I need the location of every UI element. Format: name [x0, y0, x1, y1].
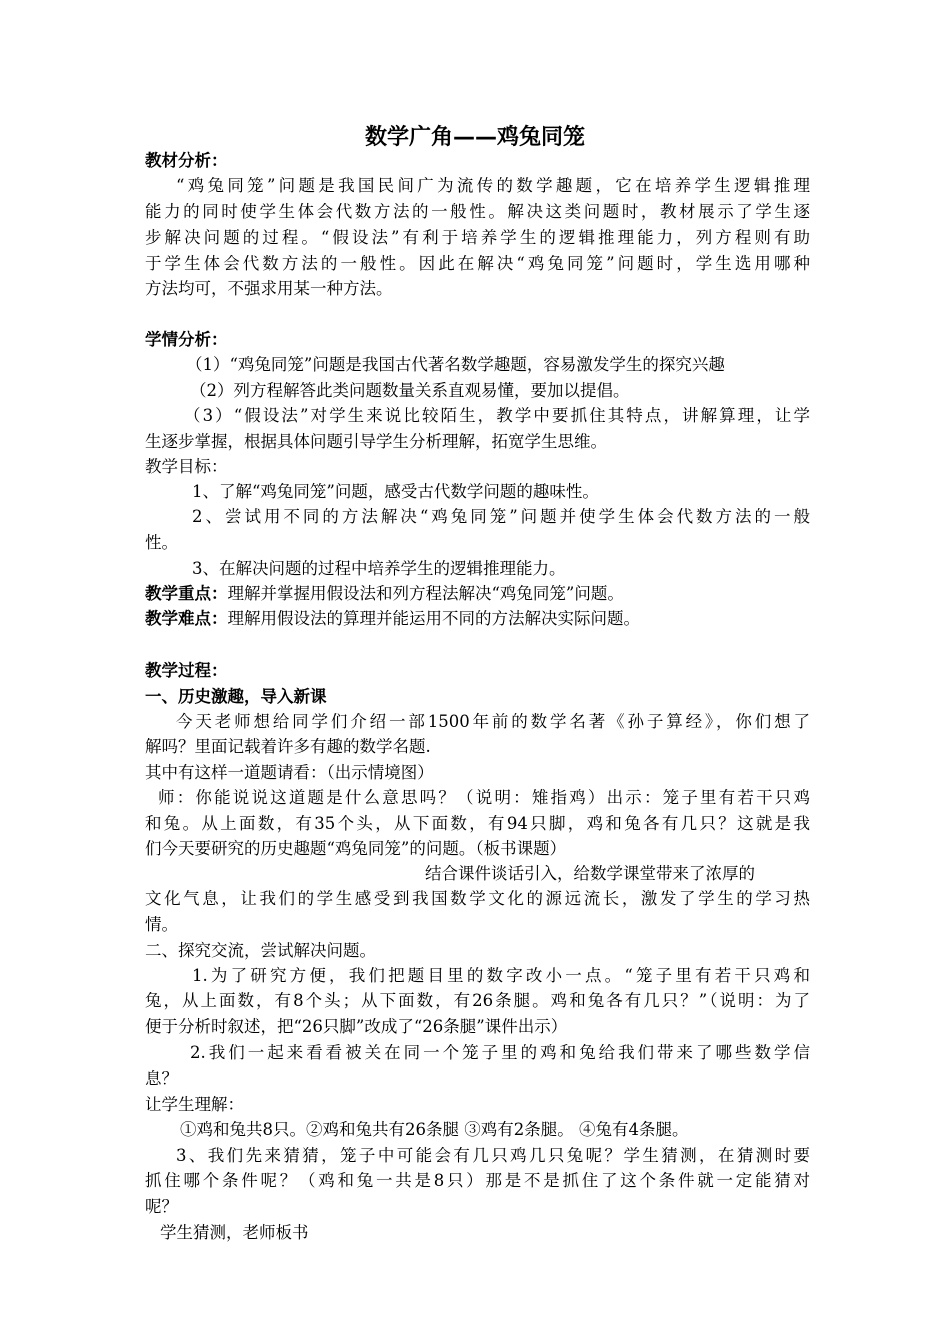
paragraph-line: （1）“鸡兔同笼”问题是我国古代著名数学趣题，容易激发学生的探究兴趣 — [186, 355, 725, 374]
heading-key-point: 教学重点： — [145, 584, 228, 603]
paragraph-line: 1、了解“鸡兔同笼”问题，感受古代数学问题的趣味性。 — [192, 482, 599, 501]
paragraph-line: “鸡兔同笼”问题是我国民间广为流传的数学趣题，它在培养学生逻辑推理 — [176, 176, 810, 195]
paragraph-line: 步解决问题的过程。“假设法”有利于培养学生的逻辑推理能力，列方程则有助 — [145, 228, 810, 247]
paragraph-line: 和兔。从上面数，有35个头，从下面数，有94只脚，鸡和兔各有几只？这就是我 — [145, 814, 810, 833]
section-heading-1: 一、历史激趣，导入新课 — [145, 687, 327, 706]
paragraph-line: 解吗？里面记载着许多有趣的数学名题. — [145, 737, 431, 756]
paragraph-line: 兔，从上面数，有8个头；从下面数，有26条腿。鸡和兔各有几只？”（说明：为了 — [145, 991, 810, 1010]
paragraph-line: 其中有这样一道题请看：（出示情境图） — [145, 763, 434, 782]
key-point-line — [145, 581, 810, 607]
paragraph-line: 3、在解决问题的过程中培养学生的逻辑推理能力。 — [192, 559, 566, 578]
paragraph-line: 今天老师想给同学们介绍一部1500年前的数学名著《孙子算经》，你们想了 — [176, 712, 810, 731]
difficulty-line — [145, 606, 810, 632]
paragraph-line: 于学生体会代数方法的一般性。因此在解决“鸡兔同笼”问题时，学生选用哪种 — [145, 254, 810, 273]
paragraph-line: 情。 — [145, 915, 178, 934]
paragraph-line: 抓住哪个条件呢？（鸡和兔一共是8只）那是不是抓住了这个条件就一定能猜对 — [145, 1171, 810, 1190]
paragraph-line: 让学生理解： — [145, 1095, 244, 1114]
paragraph-line: 呢？ — [145, 1197, 178, 1216]
paragraph-line: 1.为了研究方便，我们把题目里的数字改小一点。“笼子里有若干只鸡和 — [192, 966, 810, 985]
paragraph-line: 生逐步掌握，根据具体问题引导学生分析理解，拓宽学生思维。 — [145, 432, 607, 451]
key-point-text: 理解并掌握用假设法和列方程法解决“鸡兔同笼”问题。 — [227, 584, 624, 603]
paragraph-line: 结合课件谈话引入，给数学课堂带来了浓厚的 — [425, 864, 755, 883]
paragraph-line: 师：你能说说这道题是什么意思吗？（说明：雉指鸡）出示：笼子里有若干只鸡 — [158, 788, 810, 807]
paragraph-line: 文化气息，让我们的学生感受到我国数学文化的源远流长，激发了学生的学习热 — [145, 889, 810, 908]
document-title: 数学广角——鸡兔同笼 — [364, 125, 585, 150]
paragraph-line: ①鸡和兔共8只。②鸡和兔共有26条腿 ③鸡有2条腿。 ④兔有4条腿。 — [180, 1120, 689, 1139]
paragraph-line: 便于分析时叙述，把“26只脚”改成了“26条腿”课件出示） — [145, 1017, 568, 1036]
section-heading-2: 二、探究交流，尝试解决问题。 — [145, 941, 376, 960]
heading-textbook-analysis: 教材分析： — [145, 151, 228, 170]
heading-teaching-goals: 教学目标： — [145, 457, 228, 476]
paragraph-line: 能力的同时使学生体会代数方法的一般性。解决这类问题时，教材展示了学生逐 — [145, 202, 810, 221]
heading-student-analysis: 学情分析： — [145, 330, 228, 349]
paragraph-line: （2）列方程解答此类问题数量关系直观易懂，要加以提倡。 — [190, 381, 630, 400]
difficulty-text: 理解用假设法的算理并能运用不同的方法解决实际问题。 — [227, 609, 640, 628]
paragraph-line: 方法均可，不强求用某一种方法。 — [145, 279, 393, 298]
heading-teaching-process: 教学过程： — [145, 661, 228, 680]
paragraph-line: 2.我们一起来看看被关在同一个笼子里的鸡和兔给我们带来了哪些数学信 — [190, 1043, 810, 1062]
paragraph-line: 学生猜测，老师板书 — [160, 1223, 309, 1242]
paragraph-line: （3）“假设法”对学生来说比较陌生，教学中要抓住其特点，讲解算理，让学 — [184, 406, 810, 425]
paragraph-line: 们今天要研究的历史趣题“鸡兔同笼”的问题。（板书课题） — [145, 839, 567, 858]
paragraph-line: 3、我们先来猜猜，笼子中可能会有几只鸡几只兔呢？学生猜测，在猜测时要 — [176, 1146, 810, 1165]
paragraph-line: 息？ — [145, 1069, 178, 1088]
paragraph-line: 2、尝试用不同的方法解决“鸡兔同笼”问题并使学生体会代数方法的一般 — [192, 507, 810, 526]
paragraph-line: 性。 — [145, 533, 178, 552]
heading-difficulty: 教学难点： — [145, 609, 228, 628]
